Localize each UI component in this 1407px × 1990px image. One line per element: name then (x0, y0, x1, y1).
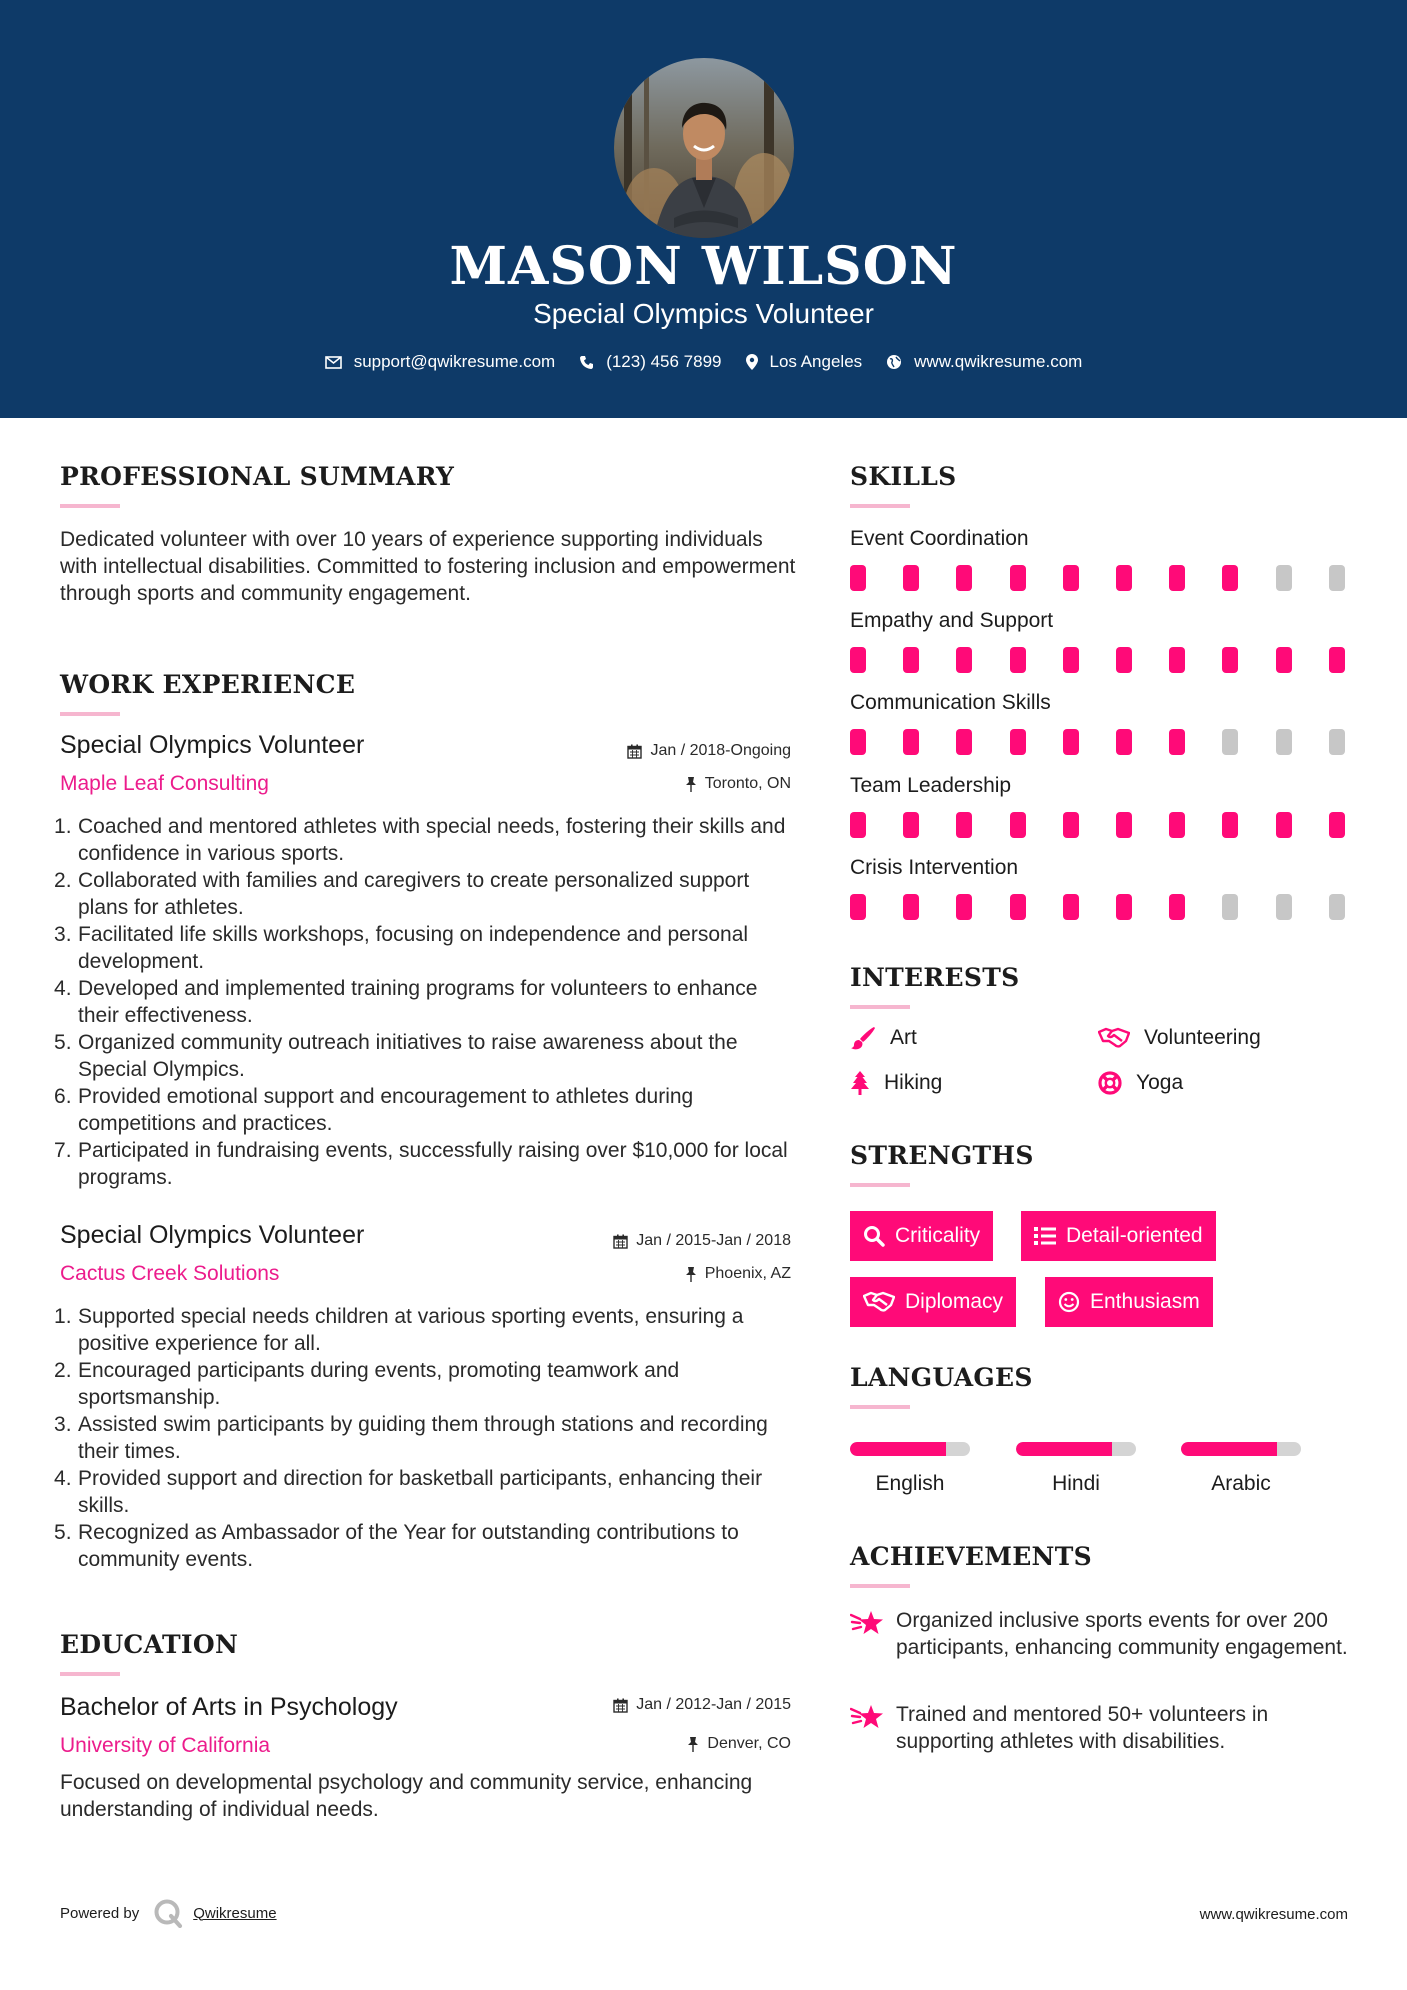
website-text: www.qwikresume.com (914, 352, 1083, 371)
language-name: English (875, 1472, 945, 1495)
phone-icon (579, 355, 594, 370)
language-level-fill (1181, 1442, 1277, 1456)
skill-name: Event Coordination (850, 527, 1029, 550)
phone-text: (123) 456 7899 (606, 352, 722, 371)
skill-rating (850, 729, 1350, 755)
job-dates-text: Jan / 2018-Ongoing (650, 742, 791, 759)
skill-dot-filled (1169, 729, 1185, 755)
strength-tag (1045, 1277, 1213, 1327)
shooting-star-icon (850, 1609, 884, 1637)
skill-dot-filled (1329, 812, 1345, 838)
globe-icon (886, 354, 902, 370)
map-marker-icon (746, 354, 758, 370)
job-company: Cactus Creek Solutions (60, 1262, 280, 1285)
skill-dot-filled (1169, 894, 1185, 920)
skill-name: Empathy and Support (850, 609, 1054, 632)
envelope-icon (325, 356, 342, 369)
skill-name: Team Leadership (850, 774, 1012, 797)
skill-dot-filled (956, 647, 972, 673)
skill-dot-filled (903, 647, 919, 673)
skill-dot-filled (1222, 812, 1238, 838)
skill-dot-filled (1169, 812, 1185, 838)
education-dates (613, 1696, 791, 1714)
list-item: Developed and implemented training programs for volunteers to enhance their effectiveness. (78, 977, 758, 1027)
skill-rating (850, 647, 1350, 673)
skill-dot-filled (1222, 565, 1238, 591)
interest-item (1098, 1026, 1261, 1050)
shooting-star-icon (850, 1703, 884, 1731)
language-name: Arabic (1211, 1472, 1271, 1495)
job-company: Maple Leaf Consulting (60, 772, 269, 795)
skill-dot-empty (1329, 729, 1345, 755)
list-icon (1034, 1226, 1056, 1246)
skill-dot-filled (1116, 894, 1132, 920)
list-item: Participated in fundraising events, successfully raising over $10,000 for local programs. (78, 1139, 788, 1189)
strength-tag (850, 1211, 993, 1261)
handshake-icon (1098, 1027, 1130, 1049)
list-item: Recognized as Ambassador of the Year for outstanding contributions to community events. (78, 1521, 739, 1571)
language-level-fill (850, 1442, 946, 1456)
language-level-fill (1016, 1442, 1112, 1456)
job-duties-list (60, 813, 800, 1191)
contact-website[interactable] (886, 352, 1082, 372)
section-title-education: EDUCATION (60, 1630, 239, 1659)
skill-dot-filled (850, 812, 866, 838)
skill-dot-filled (903, 894, 919, 920)
skill-dot-filled (903, 812, 919, 838)
interest-label: Hiking (884, 1071, 943, 1094)
skill-dot-filled (956, 565, 972, 591)
job-location (685, 1265, 791, 1283)
skill-dot-filled (1329, 647, 1345, 673)
skill-dot-filled (1010, 647, 1026, 673)
skill-dot-filled (1063, 647, 1079, 673)
skill-dot-filled (1169, 565, 1185, 591)
section-title-summary: PROFESSIONAL SUMMARY (60, 462, 455, 491)
strength-label: Diplomacy (905, 1290, 1004, 1313)
language-level-bar (1016, 1442, 1136, 1456)
skill-dot-empty (1329, 894, 1345, 920)
section-underline (850, 1183, 910, 1187)
achievement-item (850, 1607, 1350, 1661)
pin-icon (685, 1267, 697, 1282)
smile-icon (1058, 1291, 1080, 1313)
language-level-bar (1181, 1442, 1301, 1456)
pin-icon (685, 777, 697, 792)
job-title: Special Olympics Volunteer (60, 731, 365, 759)
skill-dot-filled (1116, 647, 1132, 673)
skill-dot-filled (1169, 647, 1185, 673)
interest-item (850, 1071, 942, 1095)
education-school: University of California (60, 1734, 271, 1757)
skill-dot-filled (850, 729, 866, 755)
powered-by-text: Powered by (60, 1904, 140, 1922)
skill-dot-filled (1276, 647, 1292, 673)
section-underline (60, 712, 120, 716)
skill-dot-filled (850, 894, 866, 920)
skill-dot-filled (1010, 729, 1026, 755)
skill-dot-empty (1276, 565, 1292, 591)
skill-dot-filled (1063, 565, 1079, 591)
footer-website[interactable]: www.qwikresume.com (1199, 1906, 1348, 1923)
education-dates-text: Jan / 2012-Jan / 2015 (636, 1696, 791, 1713)
interest-label: Art (890, 1026, 917, 1049)
achievement-item (850, 1701, 1350, 1755)
skill-dot-filled (1010, 894, 1026, 920)
list-item: Encouraged participants during events, promoting teamwork and sportsmanship. (78, 1359, 680, 1409)
skill-dot-filled (1063, 894, 1079, 920)
skill-dot-filled (1063, 729, 1079, 755)
interest-item (1098, 1071, 1183, 1095)
list-item: Facilitated life skills workshops, focusing on independence and personal development. (78, 923, 749, 973)
education-location (687, 1735, 791, 1753)
interest-label: Yoga (1136, 1071, 1184, 1094)
skill-dot-empty (1276, 729, 1292, 755)
contact-email[interactable] (325, 352, 556, 372)
job-location (685, 775, 791, 793)
skill-dot-filled (1116, 812, 1132, 838)
skill-dot-empty (1222, 729, 1238, 755)
list-item: Supported special needs children at various sporting events, ensuring a positive experience for all. (78, 1305, 744, 1355)
education-location-text: Denver, CO (707, 1735, 791, 1752)
calendar-icon (613, 1698, 628, 1713)
strength-label: Criticality (895, 1224, 981, 1247)
section-title-interests: INTERESTS (850, 963, 1020, 992)
job-dates (627, 742, 791, 760)
education-degree: Bachelor of Arts in Psychology (60, 1693, 398, 1721)
section-underline (850, 1405, 910, 1409)
interest-item (850, 1026, 917, 1050)
interest-label: Volunteering (1144, 1026, 1261, 1049)
achievement-text: Organized inclusive sports events for over 200 participants, enhancing community engagement. (896, 1609, 1348, 1659)
job-location-text: Phoenix, AZ (704, 1265, 791, 1282)
qwikresume-logo-icon (153, 1898, 183, 1928)
candidate-name: MASON WILSON (449, 236, 958, 297)
skill-dot-filled (1010, 812, 1026, 838)
job-title: Special Olympics Volunteer (60, 1221, 365, 1249)
summary-text: Dedicated volunteer with over 10 years of experience supporting individuals with intellectual disabilities. Committed to fostering inclusion and empowerment through sports and community engagement. (60, 528, 796, 605)
life-ring-icon (1098, 1071, 1122, 1095)
qwikresume-link[interactable]: Qwikresume (193, 1904, 277, 1922)
skill-name: Crisis Intervention (850, 856, 1019, 879)
skill-dot-filled (850, 565, 866, 591)
candidate-title: Special Olympics Volunteer (533, 298, 874, 329)
skill-name: Communication Skills (850, 691, 1051, 714)
calendar-icon (627, 744, 642, 759)
strength-label: Enthusiasm (1090, 1290, 1200, 1313)
skill-dot-filled (1222, 647, 1238, 673)
location-text: Los Angeles (769, 352, 863, 371)
list-item: Organized community outreach initiatives to raise awareness about the Special Olympics. (78, 1031, 738, 1081)
skill-dot-empty (1329, 565, 1345, 591)
job-location-text: Toronto, ON (704, 775, 791, 792)
skill-dot-filled (956, 729, 972, 755)
skill-dot-empty (1276, 894, 1292, 920)
section-title-skills: SKILLS (850, 462, 957, 491)
skill-dot-filled (903, 729, 919, 755)
skill-dot-filled (1116, 729, 1132, 755)
list-item: Provided support and direction for basketball participants, enhancing their skills. (78, 1467, 763, 1517)
search-icon (863, 1225, 885, 1247)
contact-bar (0, 352, 1407, 372)
skill-rating (850, 894, 1350, 920)
skill-dot-filled (956, 894, 972, 920)
strength-label: Detail-oriented (1066, 1224, 1203, 1247)
skill-dot-filled (1063, 812, 1079, 838)
education-description: Focused on developmental psychology and community service, enhancing understanding of individual needs. (60, 1771, 753, 1821)
strength-tag (1021, 1211, 1216, 1261)
achievement-text: Trained and mentored 50+ volunteers in supporting athletes with disabilities. (896, 1703, 1269, 1753)
section-title-achievements: ACHIEVEMENTS (850, 1542, 1092, 1571)
section-underline (60, 1672, 120, 1676)
list-item: Provided emotional support and encouragement to athletes during competitions and practices. (78, 1085, 694, 1135)
handshake-icon (863, 1291, 895, 1313)
section-title-strengths: STRENGTHS (850, 1141, 1034, 1170)
job-dates (613, 1232, 791, 1250)
skill-dot-filled (1010, 565, 1026, 591)
skill-rating (850, 812, 1350, 838)
pin-icon (687, 1737, 699, 1752)
footer-powered-by (60, 1898, 277, 1928)
section-underline (850, 1005, 910, 1009)
tree-icon (850, 1071, 870, 1095)
skill-dot-filled (1116, 565, 1132, 591)
list-item: Coached and mentored athletes with special needs, fostering their skills and confidence in various sports. (78, 815, 786, 865)
profile-photo (614, 58, 794, 238)
contact-phone[interactable] (579, 352, 721, 372)
resume-header (0, 0, 1407, 418)
skill-dot-empty (1222, 894, 1238, 920)
strength-tag (850, 1277, 1016, 1327)
skill-dot-filled (956, 812, 972, 838)
section-underline (850, 1584, 910, 1588)
list-item: Assisted swim participants by guiding them through stations and recording their times. (78, 1413, 768, 1463)
section-title-languages: LANGUAGES (850, 1363, 1033, 1392)
language-name: Hindi (1052, 1472, 1100, 1495)
email-text: support@qwikresume.com (353, 352, 556, 371)
contact-location (746, 352, 863, 372)
job-duties-list (60, 1303, 800, 1573)
skill-dot-filled (1276, 812, 1292, 838)
job-dates-text: Jan / 2015-Jan / 2018 (636, 1232, 791, 1249)
skill-dot-filled (903, 565, 919, 591)
skill-dot-filled (850, 647, 866, 673)
section-underline (60, 504, 120, 508)
skill-rating (850, 565, 1350, 591)
language-level-bar (850, 1442, 970, 1456)
paint-brush-icon (850, 1026, 876, 1050)
calendar-icon (613, 1234, 628, 1249)
list-item: Collaborated with families and caregivers to create personalized support plans for athletes. (78, 869, 750, 919)
section-title-work: WORK EXPERIENCE (60, 670, 356, 699)
section-underline (850, 504, 910, 508)
